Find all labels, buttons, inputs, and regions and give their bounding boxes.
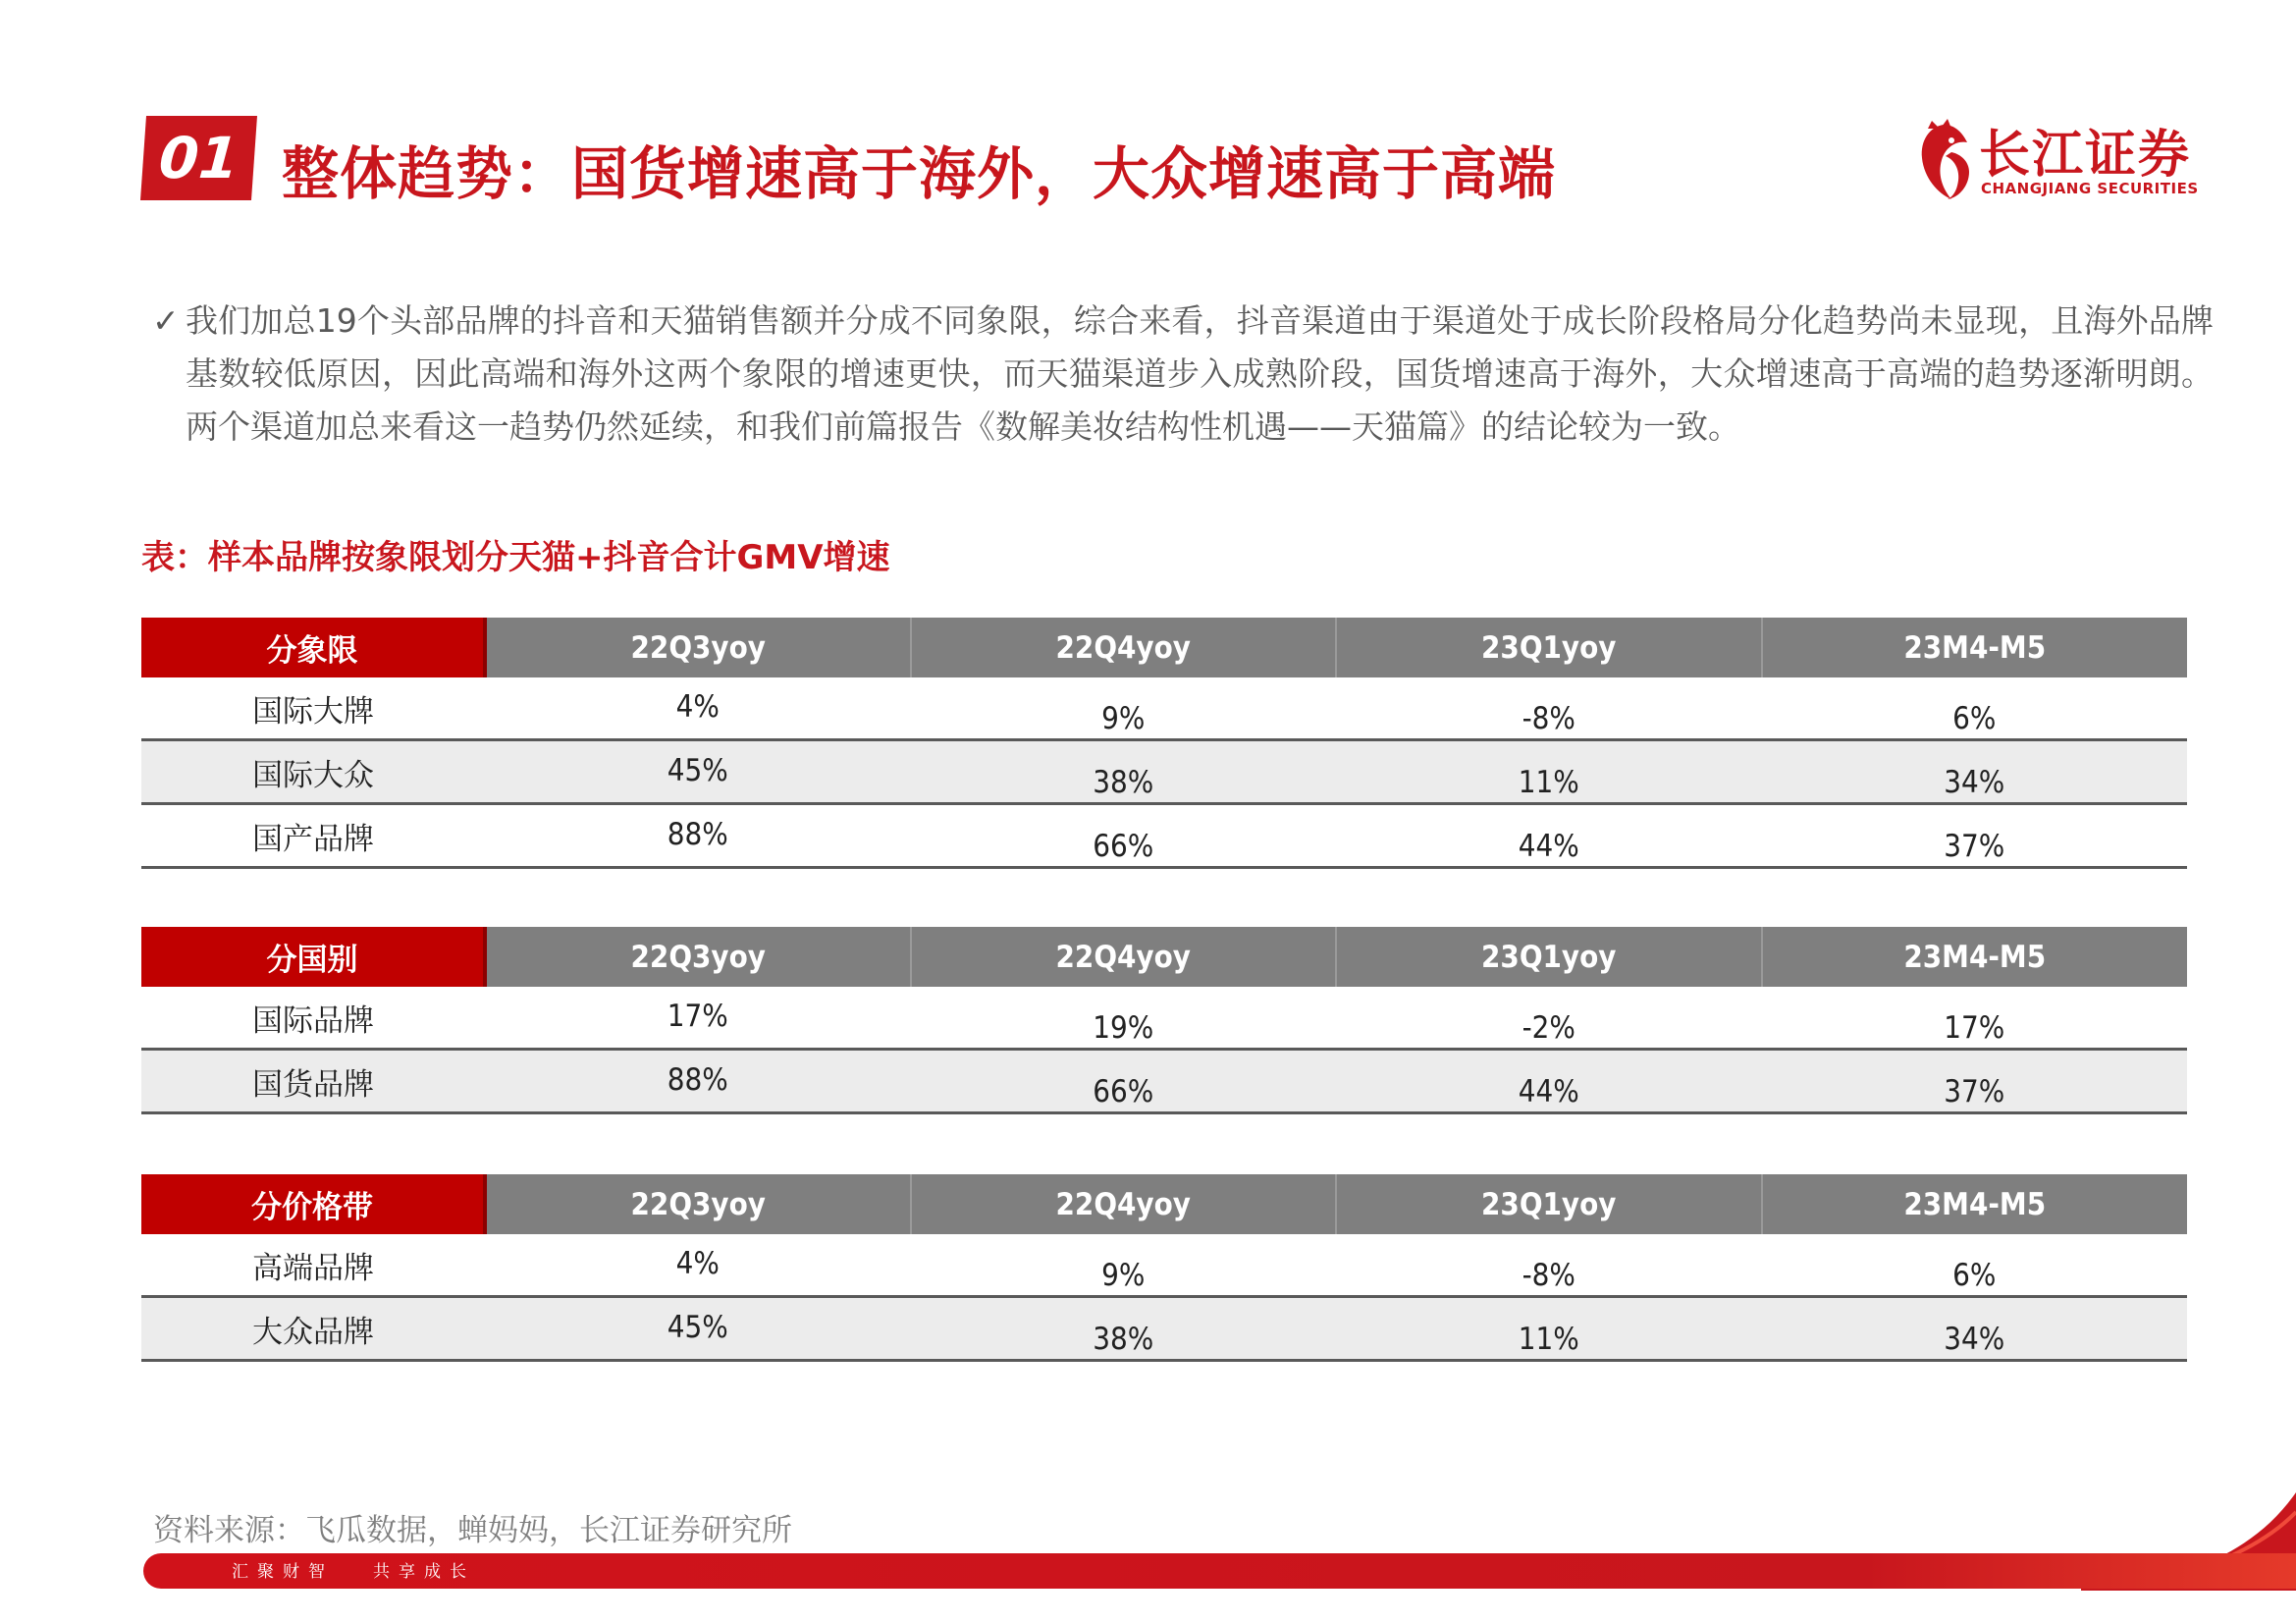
table-row [141, 677, 2187, 740]
row-label: 国产品牌 [141, 804, 485, 868]
cell-value: 66% [911, 804, 1337, 868]
header-category: 分价格带 [141, 1174, 485, 1234]
header-23m4-m5: 23M4-M5 [1762, 618, 2188, 677]
growth-table-by-country [141, 927, 2187, 1114]
cell-value: 11% [1336, 1297, 1762, 1361]
cell-value: 9% [911, 1234, 1337, 1297]
header-category: 分象限 [141, 618, 485, 677]
cell-value: 17% [485, 987, 911, 1050]
cell-value: -8% [1336, 677, 1762, 740]
section-number-badge: 01 [140, 116, 257, 200]
header-23q1: 23Q1yoy [1336, 1174, 1762, 1234]
table-header-row [141, 618, 2187, 677]
dragon-logo-icon [1912, 117, 1975, 205]
slogan-left: 汇聚财智 [232, 1562, 334, 1582]
cell-value: 4% [485, 1234, 911, 1297]
row-label: 大众品牌 [141, 1297, 485, 1361]
cell-value: 9% [911, 677, 1337, 740]
cell-value: 88% [485, 1050, 911, 1113]
header-23q1: 23Q1yoy [1336, 618, 1762, 677]
cell-value: 66% [911, 1050, 1337, 1113]
checkmark-icon: ✓ [152, 301, 180, 340]
table-caption: 表：样本品牌按象限划分天猫+抖音合计GMV增速 [141, 538, 890, 577]
table-row [141, 1234, 2187, 1297]
header-22q4: 22Q4yoy [911, 618, 1337, 677]
header-22q3: 22Q3yoy [485, 618, 911, 677]
header-22q3: 22Q3yoy [485, 927, 911, 987]
table-row [141, 740, 2187, 804]
slogan-right: 共享成长 [373, 1562, 475, 1582]
row-label: 高端品牌 [141, 1234, 485, 1297]
cell-value: 44% [1336, 1050, 1762, 1113]
page-title: 整体趋势：国货增速高于海外，大众增速高于高端 [282, 140, 1557, 207]
cell-value: 44% [1336, 804, 1762, 868]
table-row [141, 1297, 2187, 1361]
header-23q1: 23Q1yoy [1336, 927, 1762, 987]
source-note: 资料来源：飞瓜数据，蝉妈妈，长江证券研究所 [153, 1513, 792, 1548]
logo-english-name: CHANGJIANG SECURITIES [1981, 180, 2199, 197]
table-header-row [141, 1174, 2187, 1234]
company-logo [1912, 113, 2199, 211]
growth-table-by-quadrant [141, 618, 2187, 869]
cell-value: -8% [1336, 1234, 1762, 1297]
table-row [141, 987, 2187, 1050]
cell-value: 34% [1762, 1297, 2188, 1361]
footer-slogan [232, 1557, 475, 1582]
header-23m4-m5: 23M4-M5 [1762, 1174, 2188, 1234]
header-22q4: 22Q4yoy [911, 927, 1337, 987]
table-row [141, 1050, 2187, 1113]
row-label: 国货品牌 [141, 1050, 485, 1113]
logo-chinese-name: 长江证券 [1979, 126, 2192, 185]
header-22q3: 22Q3yoy [485, 1174, 911, 1234]
table-header-row [141, 927, 2187, 987]
cell-value: 11% [1336, 740, 1762, 804]
cell-value: 37% [1762, 804, 2188, 868]
table-row [141, 804, 2187, 868]
cell-value: 38% [911, 740, 1337, 804]
header-22q4: 22Q4yoy [911, 1174, 1337, 1234]
cell-value: 45% [485, 740, 911, 804]
cell-value: -2% [1336, 987, 1762, 1050]
summary-text: 我们加总19个头部品牌的抖音和天猫销售额并分成不同象限，综合来看，抖音渠道由于渠道处于成长阶段格局分化趋势尚未显现，且海外品牌基数较低原因，因此高端和海外这两个象限的增速更快，而天猫渠道步入成熟阶段，国货增速高于海外，大众增速高于高端的趋势逐渐明朗。两个渠道加总来看这一趋势仍然延续，和我们前篇报告《数解美妆结构性机遇——天猫篇》的结论较为一致。 [186, 301, 2214, 446]
header-category: 分国别 [141, 927, 485, 987]
row-label: 国际大众 [141, 740, 485, 804]
row-label: 国际大牌 [141, 677, 485, 740]
cell-value: 34% [1762, 740, 2188, 804]
cell-value: 17% [1762, 987, 2188, 1050]
cell-value: 88% [485, 804, 911, 868]
cell-value: 6% [1762, 677, 2188, 740]
cell-value: 37% [1762, 1050, 2188, 1113]
summary-paragraph [152, 295, 2214, 454]
row-label: 国际品牌 [141, 987, 485, 1050]
header-23m4-m5: 23M4-M5 [1762, 927, 2188, 987]
cell-value: 6% [1762, 1234, 2188, 1297]
cell-value: 45% [485, 1297, 911, 1361]
cell-value: 4% [485, 677, 911, 740]
growth-table-by-price-tier [141, 1174, 2187, 1362]
cell-value: 19% [911, 987, 1337, 1050]
cell-value: 38% [911, 1297, 1337, 1361]
